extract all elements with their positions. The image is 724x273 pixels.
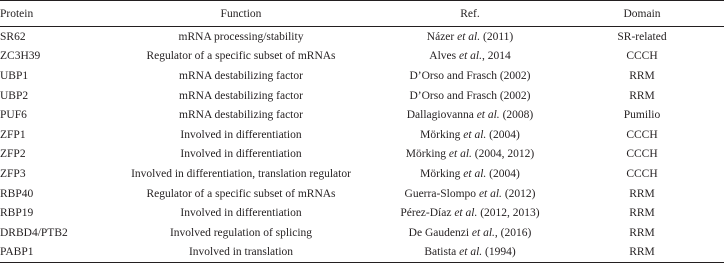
ref-year: (2004, 2012) (471, 148, 535, 161)
header-ref: Ref. (380, 1, 560, 27)
table-row (0, 86, 724, 106)
cell-function: mRNA destabilizing factor (179, 109, 303, 122)
cell-function: mRNA destabilizing factor (179, 69, 303, 82)
ref-authors: Batista (424, 246, 460, 259)
ref-et-al: et al. (463, 167, 487, 180)
ref-authors: Dallagiovanna (406, 109, 477, 122)
cell-ref (380, 66, 560, 86)
ref-et-al: et al. (459, 246, 483, 259)
ref-year: (2004) (486, 128, 520, 141)
ref-authors: Mörking (405, 148, 449, 161)
cell-ref (380, 125, 560, 145)
ref-authors: Pérez-Díaz (400, 207, 455, 220)
table-row (0, 105, 724, 125)
cell-function: Regulator of a specific subset of mRNAs (146, 50, 336, 63)
table-row (0, 27, 724, 47)
table-row (0, 164, 724, 184)
cell-ref (380, 105, 560, 125)
table-row (0, 243, 724, 263)
ref-et-al: et al. (463, 128, 487, 141)
ref-authors: D’Orso and Frasch (2002) (409, 89, 531, 102)
cell-protein: RBP40 (0, 187, 34, 200)
cell-domain: CCCH (626, 50, 658, 63)
cell-protein: UBP2 (0, 89, 29, 102)
cell-protein: ZC3H39 (0, 50, 41, 63)
cell-domain: RRM (629, 69, 655, 82)
cell-protein: UBP1 (0, 69, 29, 82)
table-row (0, 203, 724, 223)
table-row (0, 184, 724, 204)
cell-domain: CCCH (626, 167, 658, 180)
table-row (0, 145, 724, 165)
cell-ref (380, 86, 560, 106)
ref-year: , (2016) (494, 226, 532, 239)
table-row (0, 47, 724, 67)
cell-function: Involved regulation of splicing (169, 226, 313, 239)
cell-protein: SR62 (0, 30, 26, 43)
ref-year: (1994) (482, 246, 516, 259)
ref-year: (2012, 2013) (477, 207, 540, 220)
cell-function: Involved in differentiation (180, 128, 302, 141)
ref-authors: De Gaudenzi (408, 226, 472, 239)
header-function: Function (102, 1, 380, 27)
cell-function: Involved in translation (102, 243, 380, 263)
cell-domain: Pumilio (623, 109, 661, 122)
ref-year: (2008) (499, 109, 534, 122)
ref-et-al: et al. (457, 30, 481, 43)
cell-function: Involved in differentiation, translation regulator (131, 167, 351, 180)
ref-year: , 2014 (481, 50, 511, 63)
ref-et-al: et al. (476, 109, 500, 122)
header-protein: Protein (0, 1, 102, 27)
cell-function: mRNA destabilizing factor (179, 89, 303, 102)
cell-function: Involved in differentiation (180, 207, 302, 220)
cell-function: Involved in differentiation (180, 148, 302, 161)
cell-function: Regulator of a specific subset of mRNAs (146, 187, 336, 200)
cell-function: mRNA processing/stability (178, 30, 304, 43)
cell-domain: SR-related (617, 30, 667, 43)
ref-et-al: et al. (448, 148, 472, 161)
table-body (0, 27, 724, 263)
cell-protein: DRBD4/PTB2 (0, 226, 68, 239)
cell-domain: RRM (629, 207, 655, 220)
table-row (0, 223, 724, 243)
cell-domain: CCCH (626, 128, 658, 141)
cell-protein: ZFP3 (0, 167, 26, 180)
ref-year: (2011) (480, 30, 514, 43)
cell-ref (380, 27, 560, 47)
ref-year: (2012) (501, 187, 536, 200)
cell-ref (380, 184, 560, 204)
cell-domain: RRM (629, 187, 655, 200)
cell-ref (380, 243, 560, 263)
cell-protein: ZFP2 (0, 148, 26, 161)
cell-domain: CCCH (626, 148, 658, 161)
ref-authors: Alves (429, 50, 459, 63)
ref-year: (2004) (486, 167, 520, 180)
ref-et-al: et al. (471, 226, 495, 239)
cell-ref (380, 145, 560, 165)
ref-authors: Mörking (420, 128, 464, 141)
cell-ref (380, 47, 560, 67)
table-row (0, 66, 724, 86)
ref-authors: Názer (426, 30, 458, 43)
cell-protein: PUF6 (0, 109, 27, 122)
ref-authors: D’Orso and Frasch (2002) (409, 69, 531, 82)
cell-domain: RRM (629, 226, 655, 239)
cell-protein: ZFP1 (0, 128, 26, 141)
ref-et-al: et al. (458, 50, 482, 63)
cell-ref (380, 223, 560, 243)
cell-ref (380, 203, 560, 223)
cell-ref (380, 164, 560, 184)
ref-authors: Guerra-Slompo (404, 187, 479, 200)
cell-protein: RBP19 (0, 207, 34, 220)
ref-authors: Mörking (420, 167, 464, 180)
header-row (0, 1, 724, 27)
table-row (0, 125, 724, 145)
cell-domain: RRM (560, 243, 724, 263)
cell-protein: PABP1 (0, 243, 102, 263)
ref-et-al: et al. (478, 187, 502, 200)
table-header (0, 1, 724, 27)
ref-et-al: et al. (454, 207, 478, 220)
header-domain: Domain (560, 1, 724, 27)
cell-domain: RRM (629, 89, 655, 102)
